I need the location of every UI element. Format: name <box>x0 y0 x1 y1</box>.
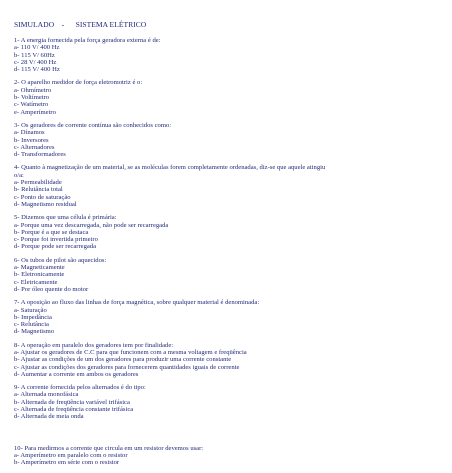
answer-option: b- Porque é a que se destaca <box>14 228 89 236</box>
answer-option: b- Ajustar as condições de um dos geradores para produzir uma corrente constante <box>14 356 232 364</box>
answer-option: c- Alternadores <box>14 143 55 151</box>
answer-option: b- Impedância <box>14 313 52 321</box>
question-text: 7- A oposição ao fluxo das linhas de força magnética, sobre qualquer material é denominada: <box>14 299 260 307</box>
answer-option: a- Alternada monofásica <box>14 391 79 399</box>
answer-option: d- 115 V/ 400 Hz <box>14 66 60 74</box>
question-list <box>14 37 442 467</box>
answer-option: a- 110 V/ 400 Hz <box>14 44 60 52</box>
answer-option: d- Alternada de meia onda <box>14 413 84 421</box>
question-text: 2- O aparelho medidor de força eletromotriz é o: <box>14 79 143 87</box>
answer-option: a- Amperímetro em paralelo com o resistor <box>14 451 128 459</box>
question-text: 5- Dizemos que uma célula é primária: <box>14 214 117 222</box>
answer-option: b- Alternada de freqüência variável trifásica <box>14 398 130 406</box>
answer-option: a- Ajustar os geradores de C.C para que funcionem com a mesma voltagem e freqüência <box>14 348 247 356</box>
question-7 <box>14 299 442 335</box>
answer-option: c- Watímetro <box>14 101 49 109</box>
question-9 <box>14 384 442 420</box>
question-6 <box>14 257 442 293</box>
question-8 <box>14 342 442 378</box>
question-text: 8- A operação em paralelo dos geradores tem por finalidade: <box>14 341 174 349</box>
answer-option: c- Eletricamente <box>14 278 58 286</box>
answer-option: a- Porque uma vez descarregada, não pode ser recarregada <box>14 221 169 229</box>
answer-option: b- 115 V/ 60Hz <box>14 51 55 59</box>
answer-option: b- Amperímetro em série com o resistor <box>14 459 120 467</box>
answer-option: c- Ajustar as condições dos geradores para fornecerem quantidades iguais de corrente <box>14 363 240 371</box>
answer-option: b- Relutância total <box>14 186 63 194</box>
answer-option: e- Amperímetro <box>14 108 56 116</box>
answer-option: d- Por óleo quente do motor <box>14 285 89 293</box>
answer-option: a- Dínamos <box>14 129 45 137</box>
question-text: 9- A corrente fornecida pelos alternados é do tipo: <box>14 384 146 392</box>
answer-option: a- Magneticamente <box>14 264 65 272</box>
answer-option: a- Saturação <box>14 306 47 314</box>
answer-option: b- Inversores <box>14 136 49 144</box>
question-1 <box>14 37 442 73</box>
answer-option: c- Alternada de freqüência constante trifásica <box>14 406 134 414</box>
exam-document <box>14 20 442 473</box>
answer-option: d- Magnetismo residual <box>14 200 77 208</box>
question-text: 3- Os geradores de corrente contínua são conhecidos como: <box>14 121 172 129</box>
question-text: 6- Os tubos de pilot são aquecidos: <box>14 256 107 264</box>
question-3 <box>14 122 442 158</box>
answer-option: a- Ohmímetro <box>14 86 52 94</box>
question-10 <box>14 445 442 467</box>
answer-option: d- Transformadores <box>14 151 66 159</box>
answer-option: d- Magnetismo <box>14 328 55 336</box>
question-text: o/a: <box>14 171 24 179</box>
question-2 <box>14 79 442 115</box>
answer-option: c- Porque foi invertida primeiro <box>14 236 98 244</box>
answer-option: a- Permeabilidade <box>14 179 62 187</box>
question-5 <box>14 214 442 250</box>
answer-option: d- Porque pode ser recarregada <box>14 243 97 251</box>
question-text: 1- A energia fornecida pela força geradora externa é de: <box>14 37 161 44</box>
question-4 <box>14 164 442 208</box>
answer-option: d- Aumentar a corrente em ambos os geradores <box>14 370 139 378</box>
answer-option: c- Relutância <box>14 321 49 329</box>
answer-option: b- Eletronicamente <box>14 271 65 279</box>
document-title: SIMULADO - SISTEMA ELÉTRICO <box>14 20 147 29</box>
question-text: 10- Para medirmos a corrente que circula em um resistor devemos usar: <box>14 444 204 452</box>
answer-option: c- Ponto de saturação <box>14 193 71 201</box>
answer-option: b- Voltímetro <box>14 94 50 102</box>
answer-option: c- 28 V/ 400 Hz <box>14 58 57 66</box>
question-text: 4- Quanto à magnetização de um material, se as moléculas forem completamente ordenadas, diz-se que aquele atingiu <box>14 164 326 172</box>
